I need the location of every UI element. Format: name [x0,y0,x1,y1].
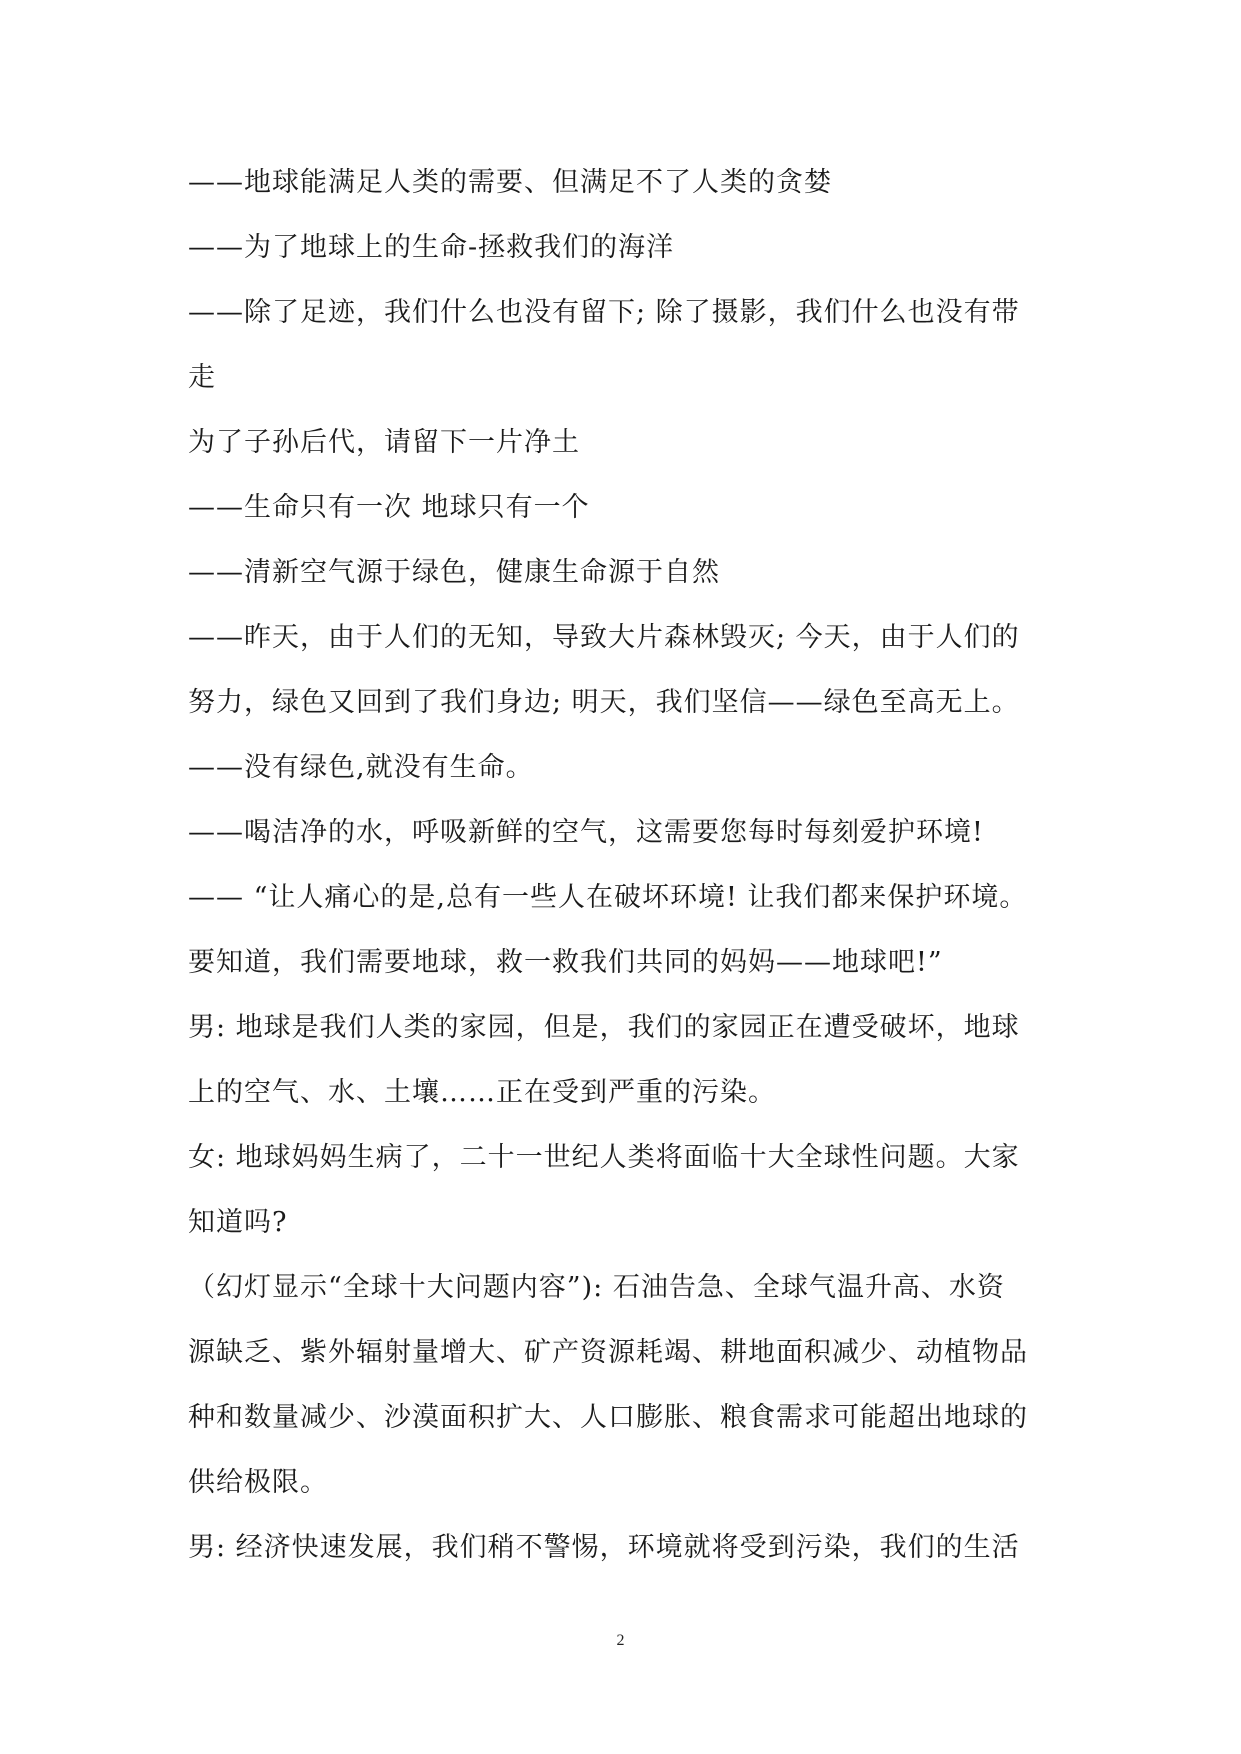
text-line: ——昨天，由于人们的无知，导致大片森林毁灭; 今天，由于人们的 [188,622,1020,653]
text-line: 男: 经济快速发展，我们稍不警惕，环境就将受到污染，我们的生活 [188,1532,1020,1563]
text-line: 供给极限。 [188,1467,328,1498]
text-line: （幻灯显示“全球十大问题内容”): 石油告急、全球气温升高、水资 [188,1272,1005,1303]
page-number: 2 [616,1632,625,1649]
text-line: ——为了地球上的生命-拯救我们的海洋 [188,232,675,263]
text-line: 努力，绿色又回到了我们身边; 明天，我们坚信——绿色至高无上。 [188,687,1020,718]
text-line: ——生命只有一次 地球只有一个 [188,492,590,523]
text-line: ——没有绿色,就没有生命。 [188,752,534,783]
text-line: ——地球能满足人类的需要、但满足不了人类的贪婪 [188,167,832,198]
text-line: 源缺乏、紫外辐射量增大、矿产资源耗竭、耕地面积减少、动植物品 [188,1337,1028,1368]
text-line: 上的空气、水、土壤……正在受到严重的污染。 [188,1077,776,1108]
text-line: ——清新空气源于绿色，健康生命源于自然 [188,557,720,588]
text-line: 女: 地球妈妈生病了，二十一世纪人类将面临十大全球性问题。大家 [188,1142,1020,1173]
text-line: 要知道，我们需要地球，救一救我们共同的妈妈——地球吧!” [188,947,943,978]
text-line: 知道吗? [188,1207,288,1238]
text-line: 为了子孙后代，请留下一片净土 [188,427,580,458]
text-line: ——喝洁净的水，呼吸新鲜的空气，这需要您每时每刻爱护环境! [188,817,984,848]
body-text [188,160,1068,1590]
text-line: ——除了足迹，我们什么也没有留下; 除了摄影，我们什么也没有带 [188,297,1020,328]
text-line: 男: 地球是我们人类的家园，但是，我们的家园正在遭受破坏，地球 [188,1012,1020,1043]
text-line: 走 [188,362,216,393]
text-line: 种和数量减少、沙漠面积扩大、人口膨胀、粮食需求可能超出地球的 [188,1402,1028,1433]
text-line: —— “让人痛心的是,总有一些人在破坏环境! 让我们都来保护环境。 [188,882,1028,913]
